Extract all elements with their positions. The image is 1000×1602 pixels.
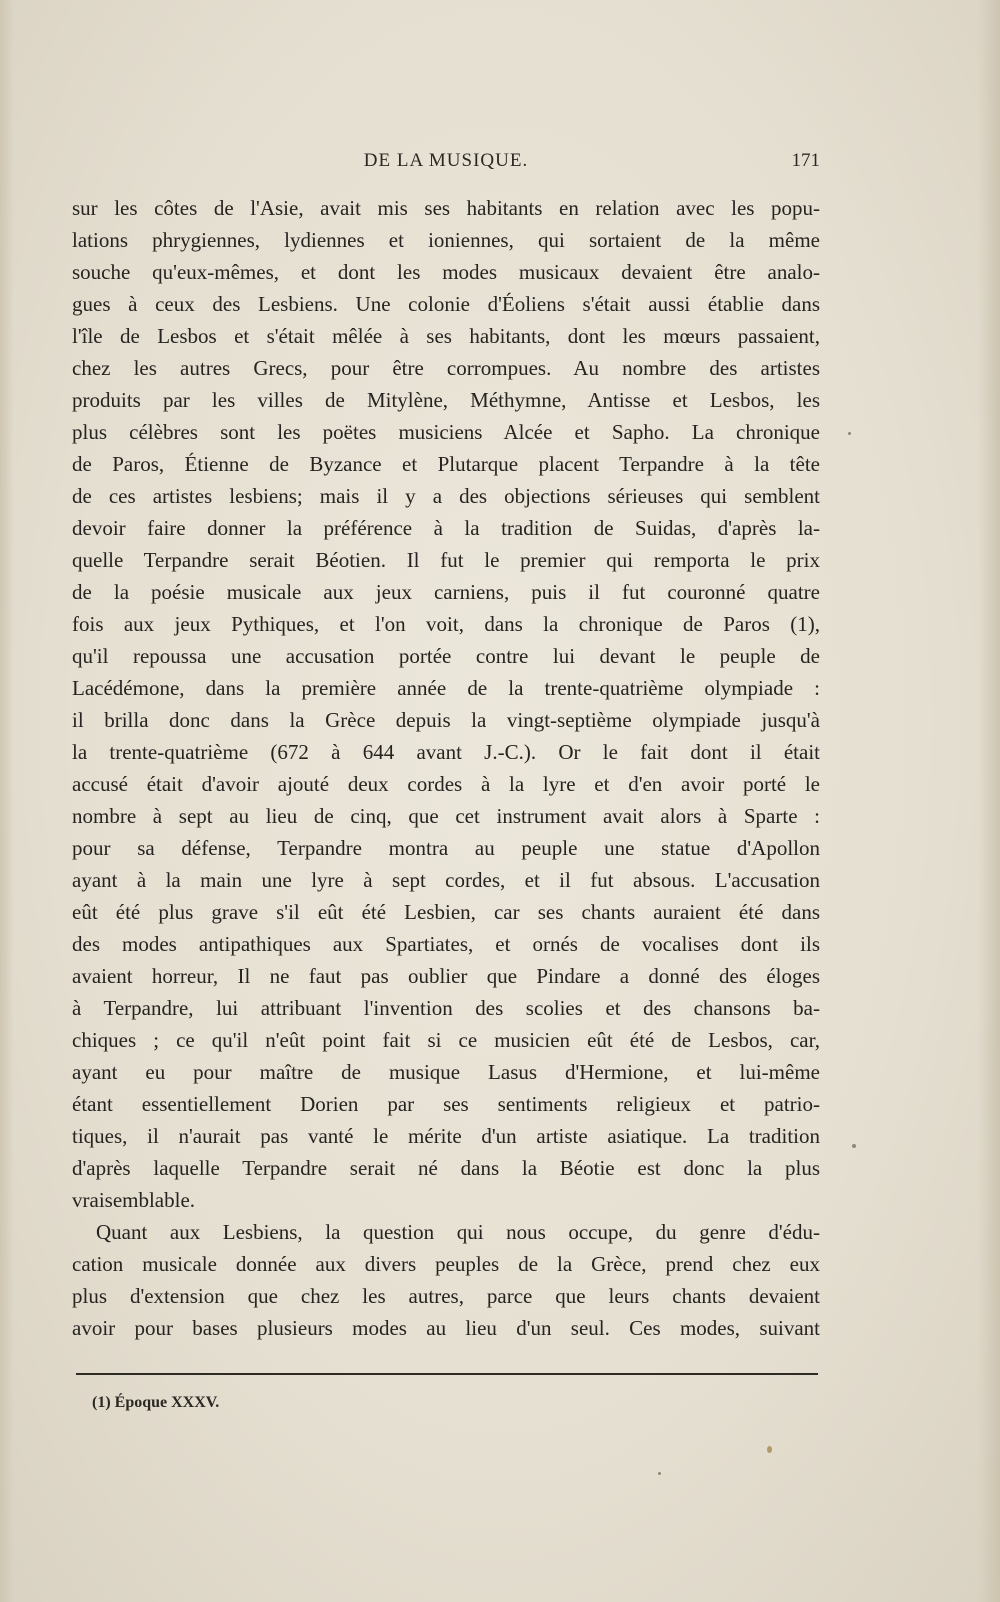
paper-speck (767, 1446, 772, 1453)
text-line: chiques ; ce qu'il n'eût point fait si ce musicien eût été de Lesbos, car, (72, 1028, 820, 1052)
footnote-rule (76, 1373, 818, 1375)
text-line: avaient horreur, Il ne faut pas oublier que Pindare a donné des éloges (72, 964, 820, 988)
text-line: de ces artistes lesbiens; mais il y a des objections sérieuses qui semblent (72, 484, 820, 508)
text-line: de Paros, Étienne de Byzance et Plutarque placent Terpandre à la tête (72, 452, 820, 476)
text-line: pour sa défense, Terpandre montra au peuple une statue d'Apollon (72, 836, 820, 860)
text-line: tiques, il n'aurait pas vanté le mérite d'un artiste asiatique. La tradition (72, 1124, 820, 1148)
text-line: Lacédémone, dans la première année de la trente-quatrième olympiade : (72, 676, 820, 700)
paper-speck (848, 432, 851, 435)
page-edge-shadow-left (0, 0, 14, 1602)
text-line: plus d'extension que chez les autres, parce que leurs chants devaient (72, 1284, 820, 1308)
paper-speck (658, 1472, 661, 1475)
text-line: la trente-quatrième (672 à 644 avant J.-C.). Or le fait dont il était (72, 740, 820, 764)
text-line: gues à ceux des Lesbiens. Une colonie d'Éoliens s'était aussi établie dans (72, 292, 820, 316)
text-line: accusé était d'avoir ajouté deux cordes à la lyre et d'en avoir porté le (72, 772, 820, 796)
text-line: ayant eu pour maître de musique Lasus d'Hermione, et lui-même (72, 1060, 820, 1084)
text-line: souche qu'eux-mêmes, et dont les modes musicaux devaient être analo- (72, 260, 820, 284)
text-line: des modes antipathiques aux Spartiates, et ornés de vocalises dont ils (72, 932, 820, 956)
text-line: cation musicale donnée aux divers peuples de la Grèce, prend chez eux (72, 1252, 820, 1276)
text-line: quelle Terpandre serait Béotien. Il fut le premier qui remporta le prix (72, 548, 820, 572)
text-line: fois aux jeux Pythiques, et l'on voit, dans la chronique de Paros (1), (72, 612, 820, 636)
text-line: sur les côtes de l'Asie, avait mis ses habitants en relation avec les popu- (72, 196, 820, 220)
text-line: étant essentiellement Dorien par ses sentiments religieux et patrio- (72, 1092, 820, 1116)
text-line: avoir pour bases plusieurs modes au lieu d'un seul. Ces modes, suivant (72, 1316, 820, 1340)
text-line-paragraph-start: Quant aux Lesbiens, la question qui nous occupe, du genre d'édu- (96, 1220, 820, 1244)
text-line: à Terpandre, lui attribuant l'invention des scolies et des chansons ba- (72, 996, 820, 1020)
text-line: eût été plus grave s'il eût été Lesbien, car ses chants auraient été dans (72, 900, 820, 924)
text-line: nombre à sept au lieu de cinq, que cet instrument avait alors à Sparte : (72, 804, 820, 828)
body-text (72, 192, 820, 1344)
running-head (72, 150, 820, 180)
text-line: devoir faire donner la préférence à la tradition de Suidas, d'après la- (72, 516, 820, 540)
text-line: l'île de Lesbos et s'était mêlée à ses habitants, dont les mœurs passaient, (72, 324, 820, 348)
paper-speck (852, 1144, 856, 1148)
text-line-paragraph-end: vraisemblable. (72, 1188, 196, 1212)
text-line: plus célèbres sont les poëtes musiciens Alcée et Sapho. La chronique (72, 420, 820, 444)
page-edge-shadow-right (978, 0, 1000, 1602)
text-line: produits par les villes de Mitylène, Méthymne, Antisse et Lesbos, les (72, 388, 820, 412)
page-number: 171 (791, 150, 820, 171)
running-title: DE LA MUSIQUE. (363, 150, 529, 171)
text-line: chez les autres Grecs, pour être corrompues. Au nombre des artistes (72, 356, 820, 380)
text-line: qu'il repoussa une accusation portée contre lui devant le peuple de (72, 644, 820, 668)
footnote: (1) Époque XXXV. (92, 1394, 220, 1411)
text-line: de la poésie musicale aux jeux carniens, puis il fut couronné quatre (72, 580, 820, 604)
text-line: d'après laquelle Terpandre serait né dans la Béotie est donc la plus (72, 1156, 820, 1180)
text-line: il brilla donc dans la Grèce depuis la vingt-septième olympiade jusqu'à (72, 708, 820, 732)
text-line: lations phrygiennes, lydiennes et ioniennes, qui sortaient de la même (72, 228, 820, 252)
text-line: ayant à la main une lyre à sept cordes, et il fut absous. L'accusation (72, 868, 820, 892)
